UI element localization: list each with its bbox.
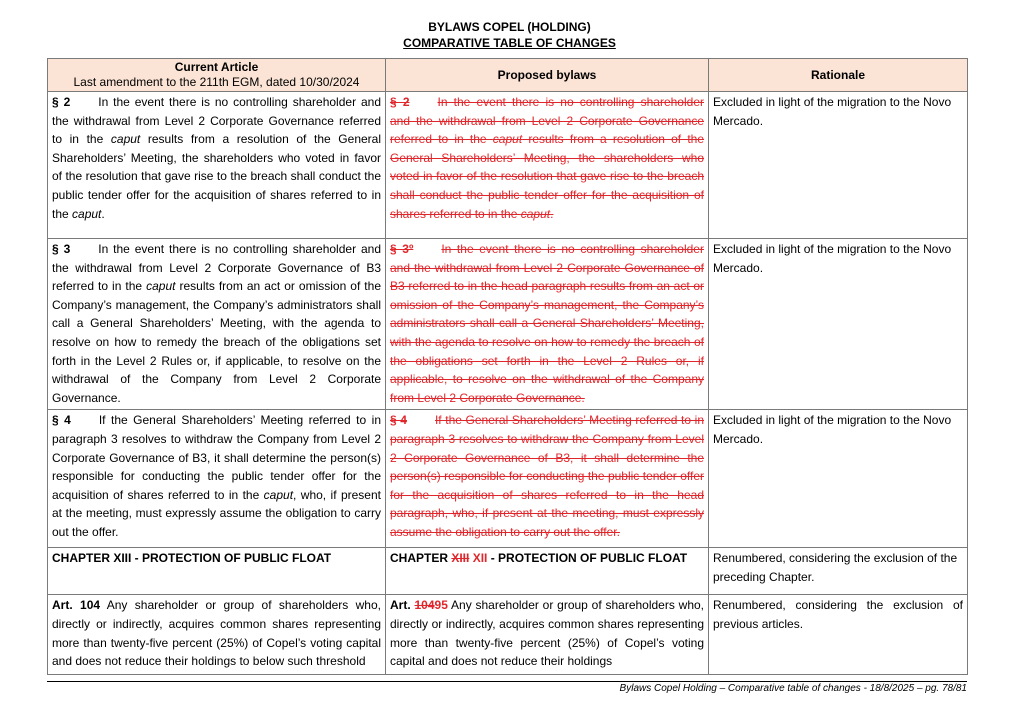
section-number: § 3 xyxy=(52,242,71,256)
deleted-section-number: § 3º xyxy=(390,242,414,256)
current-article-subtitle: Last amendment to the 211th EGM, dated 10/30/2024 xyxy=(73,75,360,89)
proposed-article-cell xyxy=(386,595,709,675)
deleted-section-number: § 4 xyxy=(390,413,407,428)
deleted-text: In the event there is no controlling shareholder and the withdrawal from Level 2 Corporate Governance referred to in the xyxy=(390,95,704,147)
inserted-article-number: 95 xyxy=(434,598,448,613)
article-row xyxy=(48,595,968,675)
article-text: , who, if present at the meeting, must expressly assume the obligation to carry out the offer. xyxy=(52,487,381,539)
deleted-article-number: 104 xyxy=(414,598,435,613)
deleted-text: In the event there is no controlling shareholder and the withdrawal from Level 2 Corporate Governance of B3 referred to in the head paragraph results from an act or omission of the Company’s management, the Company’s administrators shall call a General Shareholders’ Meeting, with the agenda to resolve on how to remedy the breach of the obligations set forth in the Level 2 Rules or, if applicable, to resolve on the withdrawal of the Company from Level 2 Corporate Governance. xyxy=(390,242,704,405)
deleted-section-number: § 2 xyxy=(390,95,410,109)
rationale-cell: Renumbered, considering the exclusion of the preceding Chapter. xyxy=(709,548,968,595)
proposed-chapter-heading xyxy=(386,548,709,595)
comparative-table xyxy=(47,58,968,675)
document-subtitle: COMPARATIVE TABLE OF CHANGES xyxy=(403,36,616,50)
rationale-cell: Excluded in light of the migration to the Novo Mercado. xyxy=(709,92,968,239)
chapter-suffix: - PROTECTION OF PUBLIC FLOAT xyxy=(487,551,688,566)
table-row xyxy=(48,239,968,410)
deleted-chapter-number: XIII xyxy=(451,551,470,566)
current-article-cell xyxy=(48,92,386,239)
article-text: In the event there is no controlling shareholder and the withdrawal from Level 2 Corporate Governance of B3 referred to in the xyxy=(52,242,381,294)
table-row xyxy=(48,410,968,548)
article-number: Art. 104 xyxy=(52,598,101,613)
article-text: Any shareholder or group of shareholders who, directly or indirectly, acquires common shares representing more than twenty-five percent (25%) of Copel’s voting capital and does not reduce their holdings to below such threshold xyxy=(52,598,381,669)
article-text-italic: caput xyxy=(263,487,294,502)
article-text: In the event there is no controlling shareholder and the withdrawal from Level 2 Corporate Governance referred to in the xyxy=(52,95,381,147)
current-article-header xyxy=(48,59,386,92)
rationale-header: Rationale xyxy=(709,59,968,92)
article-text: . xyxy=(101,206,105,221)
footer-divider xyxy=(47,681,967,682)
proposed-article-cell xyxy=(386,410,709,548)
article-text: Any shareholder or group of shareholders who, directly or indirectly, acquires common shares representing more than twenty-five percent (25%) of Copel’s voting capital and does not reduce their holdings xyxy=(390,598,705,669)
article-text-italic: caput xyxy=(72,206,102,221)
chapter-prefix: CHAPTER xyxy=(390,551,452,566)
inserted-chapter-number: XII xyxy=(472,551,488,566)
rationale-cell: Renumbered, considering the exclusion of previous articles. xyxy=(709,595,968,675)
deleted-text-italic: caput xyxy=(492,132,523,147)
article-label: Art. xyxy=(390,598,415,613)
table-row xyxy=(48,92,968,239)
section-number: § 2 xyxy=(52,95,71,109)
deleted-text: results from a resolution of the General Shareholders’ Meeting, the shareholders who voted in favor of the resolution that gave rise to the breach shall conduct the public tender offer for the acquisition of shares referred to in the xyxy=(390,132,704,221)
section-number: § 4 xyxy=(52,413,71,428)
document-title: BYLAWS COPEL (HOLDING) xyxy=(428,20,591,34)
proposed-article-cell xyxy=(386,239,709,410)
current-article-cell xyxy=(48,239,386,410)
current-article-title: Current Article xyxy=(174,60,259,74)
current-article-cell xyxy=(48,595,386,675)
rationale-cell: Excluded in light of the migration to the Novo Mercado. xyxy=(709,239,968,410)
document-header xyxy=(0,19,1019,51)
current-article-cell xyxy=(48,410,386,548)
proposed-bylaws-header: Proposed bylaws xyxy=(386,59,709,92)
page-footer: Bylaws Copel Holding – Comparative table of changes - 18/8/2025 – pg. 78/81 xyxy=(619,683,967,694)
rationale-cell: Excluded in light of the migration to the Novo Mercado. xyxy=(709,410,968,548)
article-text-italic: caput xyxy=(146,279,176,294)
article-text: results from a resolution of the General Shareholders’ Meeting, the shareholders who voted in favor of the resolution that gave rise to the breach shall conduct the public tender offer for the acquisition of shares referred to in the xyxy=(52,132,381,221)
table-header-row xyxy=(48,59,968,92)
article-text-italic: caput xyxy=(110,132,141,147)
article-text: results from an act or omission of the Company’s management, the Company’s administrators shall call a General Shareholders’ Meeting, with the agenda to resolve on how to remedy the breach of the obligations set forth in the Level 2 Rules or, if applicable, to resolve on the withdrawal of the Company from Level 2 Corporate Governance. xyxy=(52,279,381,405)
current-chapter-heading: CHAPTER XIII - PROTECTION OF PUBLIC FLOAT xyxy=(48,548,386,595)
article-text: If the General Shareholders’ Meeting referred to in paragraph 3 resolves to withdraw the Company from Level 2 Corporate Governance of B3, it shall determine the person(s) responsible for conducting the public tender offer for the acquisition of shares referred to in the xyxy=(52,413,381,502)
deleted-text-italic: caput xyxy=(520,206,551,221)
deleted-text: . xyxy=(550,206,554,221)
chapter-row xyxy=(48,548,968,595)
deleted-text: If the General Shareholders’ Meeting referred to in paragraph 3 resolves to withdraw the Company from Level 2 Corporate Governance of B3, it shall determine the person(s) responsible for conducting the public tender offer for the acquisition of shares referred to in the head paragraph, who, if present at the meeting, must expressly assume the obligation to carry out the offer. xyxy=(390,413,704,539)
proposed-article-cell xyxy=(386,92,709,239)
